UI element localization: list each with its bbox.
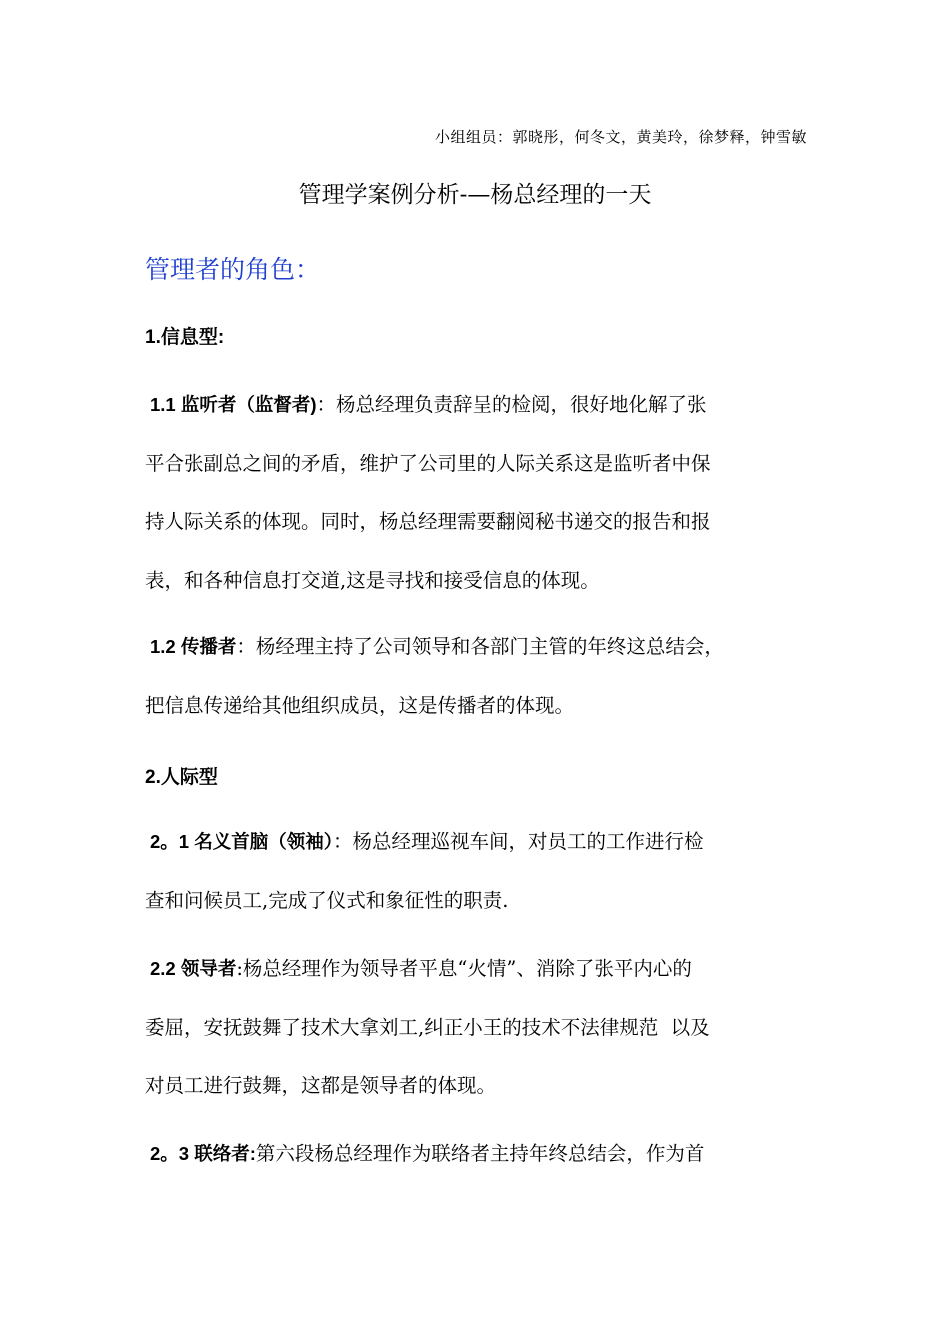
paragraph-line: 对员工进行鼓舞，这都是领导者的体现。 (145, 1074, 497, 1097)
paragraph-disseminator (145, 618, 813, 735)
paragraph-line: 2。1 名义首脑（领袖）：杨总经理巡视车间，对员工的工作进行检 (150, 830, 704, 853)
paragraph-line: 查和问候员工,完成了仪式和象征性的职责. (145, 888, 509, 912)
paragraph-liaison (145, 1125, 813, 1184)
section-heading-informational: 1.信息型: (145, 327, 225, 348)
paragraph-lead: 1.1 监听者（监督者) (150, 394, 317, 415)
paragraph-line: 把信息传递给其他组织成员，这是传播者的体现。 (145, 693, 575, 717)
paragraph-leader (145, 940, 813, 1116)
group-members: 小组组员：郭晓彤，何冬文，黄美玲，徐梦释，钟雪敏 (434, 128, 807, 146)
paragraph-line: 1.2 传播者：杨经理主持了公司领导和各部门主管的年终这总结会， (150, 635, 724, 658)
role-heading: 管理者的角色： (145, 255, 321, 284)
paragraph-lead: 2。1 名义首脑（领袖） (150, 831, 333, 852)
paragraph-line: 2。3 联络者:第六段杨总经理作为联络者主持年终总结会，作为首 (150, 1142, 705, 1165)
paragraph-line: 1.1 监听者（监督者)：杨总经理负责辞呈的检阅，很好地化解了张 (150, 393, 707, 416)
paragraph-figurehead (145, 813, 813, 930)
paragraph-line: 平合张副总之间的矛盾，维护了公司里的人际关系这是监听者中保 (145, 451, 711, 475)
paragraph-lead: 1.2 传播者 (150, 636, 237, 657)
paragraph-line: 2.2 领导者:杨总经理作为领导者平息“火情”、消除了张平内心的 (150, 957, 692, 980)
paragraph-lead: 2。3 联络者: (150, 1143, 256, 1164)
paragraph-line: 持人际关系的体现。同时，杨总经理需要翻阅秘书递交的报告和报 (145, 510, 711, 533)
paragraph-monitor (145, 376, 813, 610)
paragraph-lead: 2.2 领导者 (150, 958, 237, 979)
paragraph-line: 委屈，安抚鼓舞了技术大拿刘工,纠正小王的技术不法律规范 以及 (145, 1015, 710, 1039)
section-heading-interpersonal: 2.人际型 (145, 767, 218, 788)
document-title: 管理学案例分析-—杨总经理的一天 (298, 182, 652, 208)
paragraph-line: 表，和各种信息打交道,这是寻找和接受信息的体现。 (145, 568, 600, 592)
